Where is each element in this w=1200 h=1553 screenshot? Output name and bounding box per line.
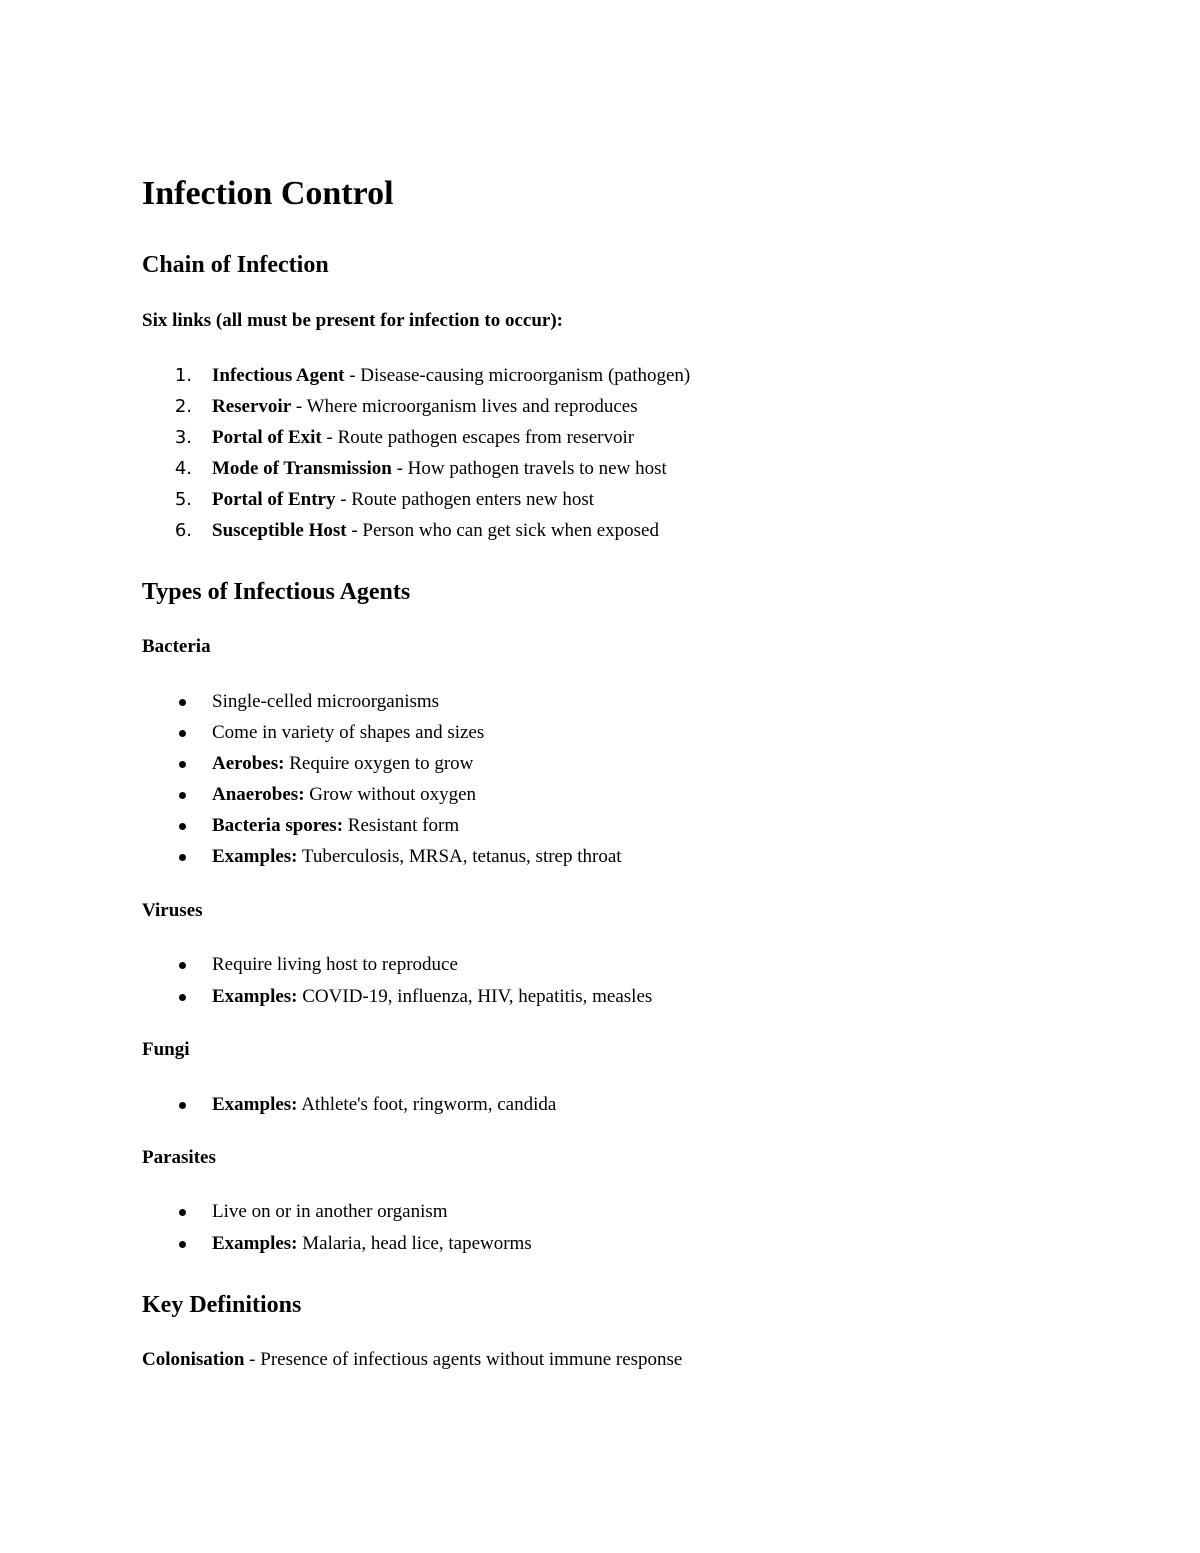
list-desc: - How pathogen travels to new host <box>391 458 667 479</box>
list-item <box>142 845 1042 869</box>
list-term: Examples: <box>212 846 298 867</box>
list-desc: - Disease-causing microorganism (pathogen) <box>344 365 691 386</box>
list-text: Single-celled microorganisms <box>212 691 440 712</box>
list-item <box>142 364 1042 388</box>
chain-heading: Chain of Infection <box>142 252 329 278</box>
bacteria-heading: Bacteria <box>142 636 211 657</box>
bullet-icon <box>179 823 186 830</box>
list-text: COVID-19, influenza, HIV, hepatitis, measles <box>297 986 653 1007</box>
list-term: Examples: <box>212 1233 298 1254</box>
list-text: Tuberculosis, MRSA, tetanus, strep throat <box>297 846 622 867</box>
bullet-icon <box>179 962 186 969</box>
list-text: Come in variety of shapes and sizes <box>212 722 485 743</box>
bullet-icon <box>179 1209 186 1216</box>
bullet-icon <box>179 1241 186 1248</box>
list-item <box>142 953 1042 977</box>
list-desc: - Route pathogen enters new host <box>335 489 595 510</box>
list-term: Examples: <box>212 1094 298 1115</box>
viruses-heading: Viruses <box>142 900 203 921</box>
bullet-icon <box>179 994 186 1001</box>
list-item <box>142 985 1042 1009</box>
bullet-icon <box>179 699 186 706</box>
list-term: Reservoir <box>212 396 292 417</box>
list-number: 4. <box>174 458 192 479</box>
list-term: Anaerobes: <box>212 784 305 805</box>
list-desc: - Where microorganism lives and reproduces <box>291 396 638 417</box>
bullet-icon <box>179 854 186 861</box>
definition-term: Colonisation <box>142 1349 245 1370</box>
bullet-icon <box>179 761 186 768</box>
list-desc: - Person who can get sick when exposed <box>346 520 659 541</box>
list-item <box>142 426 1042 450</box>
list-number: 1. <box>174 365 192 386</box>
bullet-icon <box>179 1102 186 1109</box>
list-item <box>142 783 1042 807</box>
fungi-heading: Fungi <box>142 1039 190 1060</box>
list-item <box>142 1200 1042 1224</box>
list-item <box>142 814 1042 838</box>
list-item <box>142 519 1042 543</box>
list-number: 3. <box>174 427 192 448</box>
page-title: Infection Control <box>142 175 394 212</box>
list-number: 5. <box>174 489 192 510</box>
list-term: Mode of Transmission <box>212 458 392 479</box>
bullet-icon <box>179 730 186 737</box>
list-text: Resistant form <box>343 815 460 836</box>
bullet-icon <box>179 792 186 799</box>
list-desc: - Route pathogen escapes from reservoir <box>321 427 635 448</box>
list-term: Bacteria spores: <box>212 815 344 836</box>
list-term: Infectious Agent <box>212 365 345 386</box>
list-text: Require living host to reproduce <box>212 954 458 975</box>
list-term: Examples: <box>212 986 298 1007</box>
list-text: Grow without oxygen <box>304 784 477 805</box>
list-item <box>142 395 1042 419</box>
list-item <box>142 1232 1042 1256</box>
parasites-heading: Parasites <box>142 1147 216 1168</box>
chain-intro: Six links (all must be present for infection to occur): <box>142 310 563 331</box>
list-term: Susceptible Host <box>212 520 347 541</box>
list-item <box>142 488 1042 512</box>
list-text: Malaria, head lice, tapeworms <box>297 1233 532 1254</box>
list-item <box>142 721 1042 745</box>
list-item <box>142 1093 1042 1117</box>
list-text: Require oxygen to grow <box>284 753 474 774</box>
definition-item <box>142 1348 682 1372</box>
list-term: Portal of Exit <box>212 427 322 448</box>
list-term: Portal of Entry <box>212 489 336 510</box>
list-item <box>142 457 1042 481</box>
definition-text: - Presence of infectious agents without immune response <box>244 1349 683 1370</box>
agents-heading: Types of Infectious Agents <box>142 579 411 605</box>
list-number: 6. <box>174 520 192 541</box>
list-term: Aerobes: <box>212 753 285 774</box>
list-text: Athlete's foot, ringworm, candida <box>297 1094 557 1115</box>
list-text: Live on or in another organism <box>212 1201 448 1222</box>
list-number: 2. <box>174 396 192 417</box>
list-item <box>142 690 1042 714</box>
list-item <box>142 752 1042 776</box>
definitions-heading: Key Definitions <box>142 1292 302 1318</box>
